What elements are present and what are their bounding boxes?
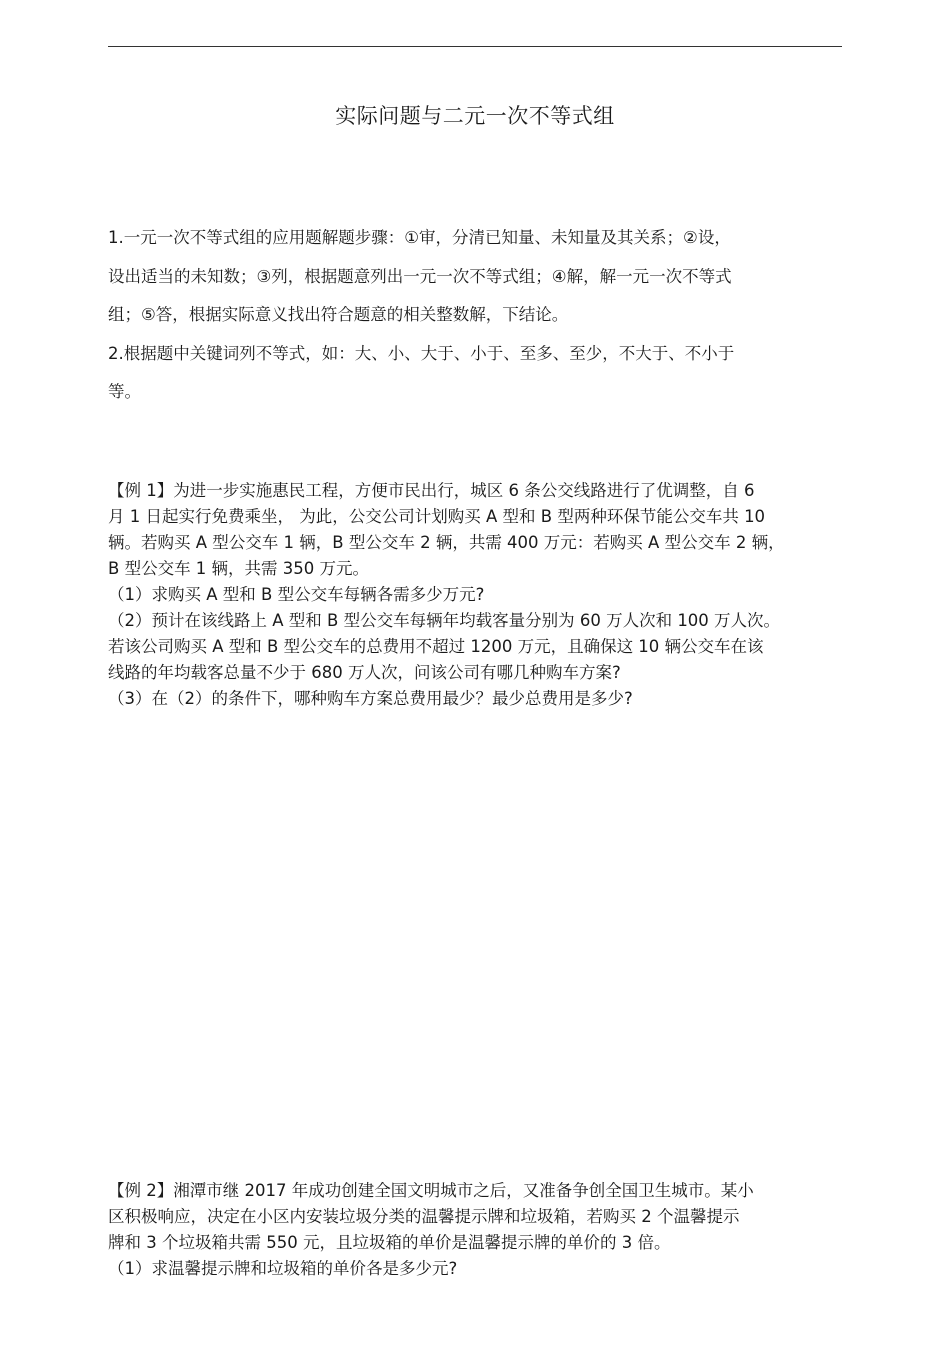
intro-line: 2.根据题中关键词列不等式，如：大、小、大于、小于、至多、至少，不大于、不小于 [108,343,735,363]
example-2-section [108,1178,843,1282]
example-1-question-1: （1）求购买 A 型和 B 型公交车每辆各需多少万元? [108,585,485,604]
example-1-line: B 型公交车 1 辆，共需 350 万元。 [108,559,370,578]
intro-section [108,219,843,412]
example-2-question-1: （1）求温馨提示牌和垃圾箱的单价各是多少元? [108,1259,458,1278]
example-1-line: 辆。若购买 A 型公交车 1 辆，B 型公交车 2 辆，共需 400 万元：若购买 A 型公交车 2 辆， [108,533,785,552]
example-2-line: 区积极响应，决定在小区内安装垃圾分类的温馨提示牌和垃圾箱，若购买 2 个温馨提示 [108,1207,740,1226]
example-1-section [108,478,843,712]
example-2-line: 【例 2】湘潭市继 2017 年成功创建全国文明城市之后，又准备争创全国卫生城市。某小 [108,1181,754,1200]
intro-line: 设出适当的未知数；③列，根据题意列出一元一次不等式组；④解，解一元一次不等式 [108,266,732,286]
example-2-line: 牌和 3 个垃圾箱共需 550 元，且垃圾箱的单价是温馨提示牌的单价的 3 倍。 [108,1233,671,1252]
example-1-question-2: （2）预计在该线路上 A 型和 B 型公交车每辆年均载客量分别为 60 万人次和 100 万人次。 [108,611,781,630]
example-1-line: 线路的年均载客总量不少于 680 万人次，问该公司有哪几种购车方案? [108,663,621,682]
header-rule [108,46,842,47]
example-1-line: 月 1 日起实行免费乘坐， 为此，公交公司计划购买 A 型和 B 型两种环保节能公交车共 10 [108,507,766,526]
intro-line: 组；⑤答，根据实际意义找出符合题意的相关整数解，下结论。 [108,305,569,324]
intro-line: 等。 [108,382,141,401]
example-1-question-3: （3）在（2）的条件下，哪种购车方案总费用最少？最少总费用是多少? [108,689,633,708]
page-title: 实际问题与二元一次不等式组 [335,104,615,128]
example-1-line: 若该公司购买 A 型和 B 型公交车的总费用不超过 1200 万元，且确保这 10 辆公交车在该 [108,637,764,656]
intro-line: 1.一元一次不等式组的应用题解题步骤：①审，分清已知量、未知量及其关系；②设， [108,228,731,247]
example-1-line: 【例 1】为进一步实施惠民工程，方便市民出行，城区 6 条公交线路进行了优调整，自 6 [108,481,755,500]
